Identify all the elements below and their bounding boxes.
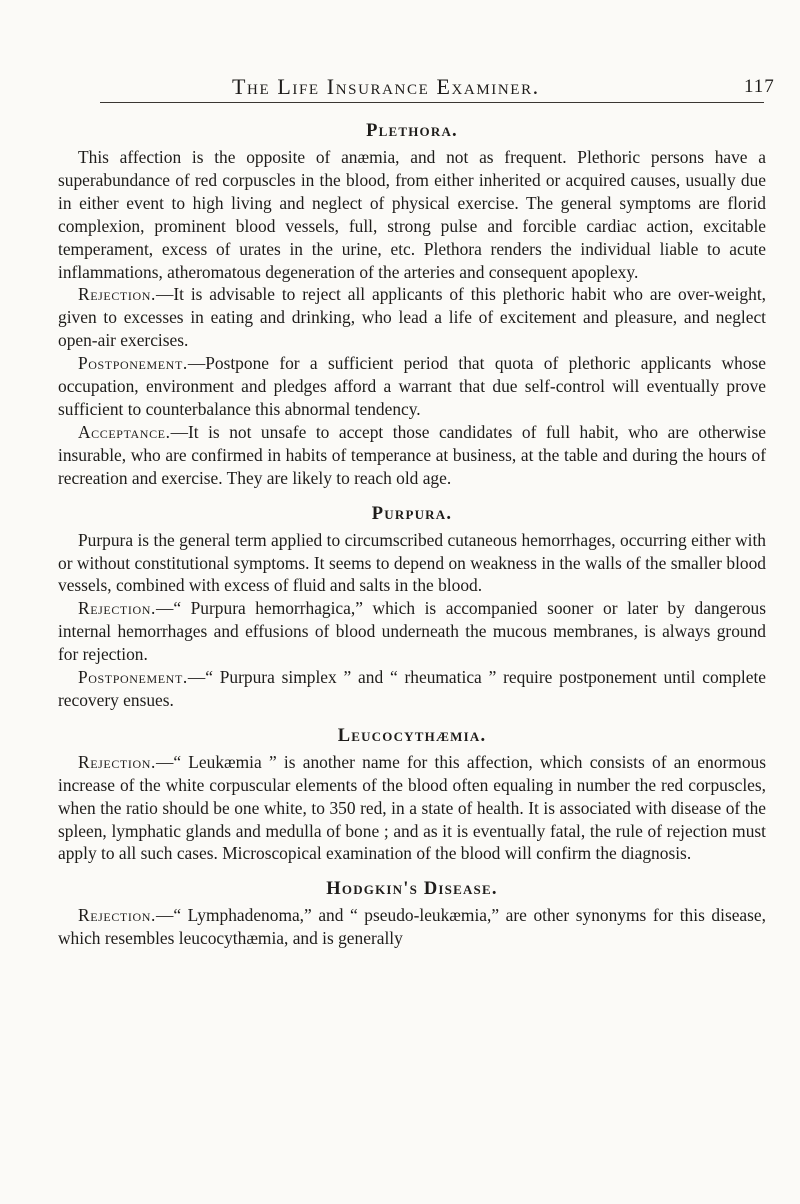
paragraph-postponement	[58, 352, 766, 421]
section-heading: Leucocythæmia.	[337, 725, 487, 746]
section-hodgkins-disease	[58, 874, 766, 950]
section-leucocythaemia	[58, 721, 766, 866]
paragraph-text: —“ Leukæmia ” is another name for this affection, which consists of an enormous increase of the white corpuscular elements of the blood often equaling in number the red corpuscles, when the ratio should be one white, to 350 red, in a state of health. It is associated with disease of the spleen, lymphatic glands and medulla of bone ; and as it is eventually fatal, the rule of rejection must apply to all such cases. Microscopical examination of the blood will confirm the diagnosis.	[58, 751, 766, 864]
paragraph-lead: Rejection.	[78, 284, 156, 305]
page-number: 117	[744, 76, 775, 97]
paragraph-lead: Rejection.	[78, 751, 156, 772]
section-gap	[58, 490, 766, 499]
paragraph-lead: Postponement.	[78, 667, 188, 688]
section-heading: Purpura.	[371, 503, 453, 524]
paragraph-intro: Purpura is the general term applied to circumscribed cutaneous hemorrhages, occurring either with or without constitutional symptoms. It seems to depend on weakness in the walls of the smaller blood vessels, combined with excess of fluid and salts in the blood.	[58, 529, 766, 596]
section-heading: Plethora.	[366, 121, 458, 141]
section-gap	[58, 865, 766, 874]
paragraph-lead: Rejection.	[78, 905, 156, 926]
section-gap	[58, 712, 766, 721]
paragraph-text: —“ Purpura hemorrhagica,” which is accompanied sooner or later by dangerous internal hemorrhages and effusions of blood underneath the mucous membranes, is always ground for rejection.	[58, 598, 766, 665]
paragraph-rejection	[58, 597, 766, 666]
section-heading: Hodgkin's Disease.	[326, 879, 498, 900]
page-body	[58, 116, 766, 950]
paragraph-text: —“ Purpura simplex ” and “ rheumatica ” require postponement until complete recovery ensues.	[58, 667, 766, 710]
paragraph-rejection	[58, 751, 766, 866]
section-plethora	[58, 116, 766, 490]
running-title: The Life Insurance Examiner.	[232, 74, 540, 99]
paragraph-text: —“ Lymphadenoma,” and “ pseudo-leukæmia,” are other synonyms for this disease, which resembles leucocythæmia, and is generally	[58, 905, 766, 949]
paragraph-text: —It is not unsafe to accept those candidates of full habit, who are otherwise insurable, who are confirmed in habits of temperance at business, at the table and during the hours of recreation and exercise. They are likely to reach old age.	[58, 421, 766, 488]
paragraph-rejection	[58, 904, 766, 950]
paragraph-postponement	[58, 666, 766, 712]
paragraph-lead: Postponement.	[78, 353, 188, 374]
running-head	[0, 74, 800, 104]
paragraph-text: —Postpone for a sufficient period that quota of plethoric applicants whose occupation, environment and pledges afford a warrant that due self-control will eventually prove sufficient to counterbalance this abnormal tendency.	[58, 353, 766, 419]
paragraph-lead: Rejection.	[78, 598, 156, 619]
header-rule	[100, 102, 764, 103]
paragraph-text: —It is advisable to reject all applicants of this plethoric habit who are over-weight, given to excesses in eating and drinking, who lead a life of excitement and pleasure, and neglect open-air exercises.	[58, 284, 766, 351]
paragraph-intro: This affection is the opposite of anæmia, and not as frequent. Plethoric persons have a superabundance of red corpuscles in the blood, from either inherited or acquired causes, usually due in either event to high living and neglect of physical exercise. The general symptoms are florid complexion, prominent blood vessels, full, strong pulse and forcible cardiac action, excitable temperament, excess of urates in the urine, etc. Plethora renders the individual liable to acute inflammations, atheromatous degeneration of the arteries and consequent apoplexy.	[58, 147, 766, 282]
paragraph-acceptance	[58, 421, 766, 490]
section-purpura	[58, 499, 766, 712]
paragraph-lead: Acceptance.	[78, 421, 171, 442]
paragraph-rejection	[58, 283, 766, 352]
